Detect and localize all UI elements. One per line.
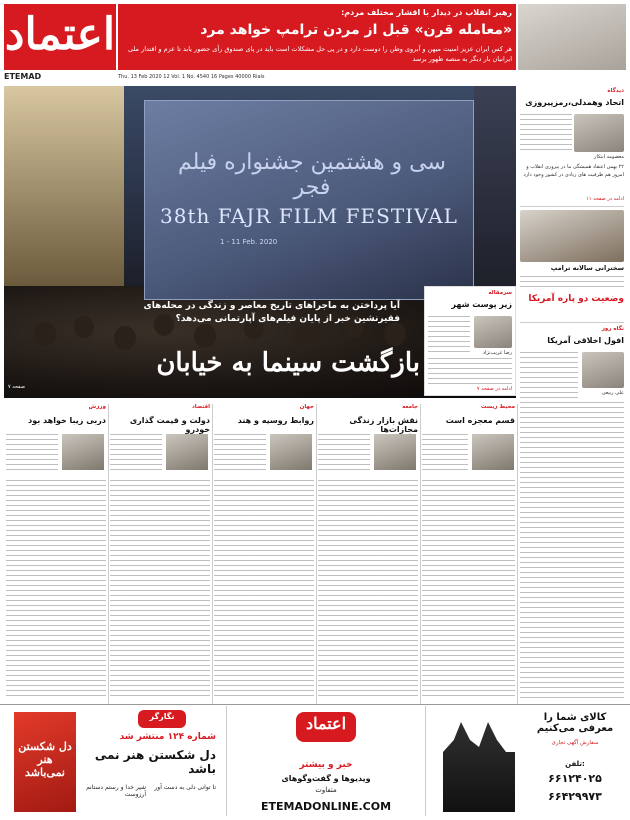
building-left	[4, 86, 124, 286]
ad-line: خبر و بیشتر	[299, 760, 353, 770]
logo: اعتماد	[4, 9, 116, 60]
bottom-column-section: ورزش	[88, 404, 106, 410]
divider	[520, 206, 624, 207]
bottom-column	[6, 404, 106, 704]
festival-title: 38th FAJR FILM FESTIVAL	[160, 204, 458, 228]
editorial-author: رضا غریب‌نژاد	[482, 350, 512, 356]
ad-divider	[0, 704, 630, 705]
ad-url[interactable]: ETEMADONLINE.COM	[260, 800, 392, 813]
bottom-column-text	[422, 480, 515, 700]
editorial-title[interactable]: زیر پوست شهر	[451, 300, 512, 309]
divider	[316, 404, 317, 704]
right-col-head-3[interactable]: افول اخلاقی آمریکا	[547, 336, 624, 345]
bottom-column-title[interactable]: دربی زیبا خواهد بود	[28, 416, 106, 425]
right-col-tag: دیدگاه	[607, 88, 624, 94]
right-col-author-3: علی ربیعی	[601, 390, 624, 396]
divider	[420, 404, 421, 704]
bottom-column-photo	[374, 434, 416, 470]
right-col-author-photo	[574, 114, 624, 152]
ad-tel-label: تلفن:	[565, 760, 585, 768]
festival-poster	[144, 100, 474, 300]
bottom-column-photo	[472, 434, 514, 470]
ad-book-title: دل شکستن هنر نمی‌باشد	[18, 740, 72, 779]
ad-line: متفاوت	[315, 786, 337, 794]
festival-persian-title: سی و هشتمین جشنواره فیلم فجر	[178, 150, 446, 200]
bottom-column-text	[214, 434, 266, 474]
editorial-text	[428, 316, 470, 356]
issue-meta-line: Thu. 13 Feb 2020 12 Vol. 1 No. 4540 16 Pages 40000 Rials	[118, 74, 265, 80]
bottom-column-title[interactable]: نقش بازار زندگی مجازات‌ها	[349, 416, 418, 434]
ad-issue: شماره ۱۲۴ منتشر شد	[119, 732, 216, 742]
right-col-text	[520, 352, 578, 398]
bottom-column	[318, 404, 418, 704]
top-headline-body: هر کس ایران عزیز امنیت میهن و آبروی وطن را دوست دارد و در پی حل مشکلات است باید در پای صندوق رأی حضور یابد تا عزم و اقتدار ملی ایرانیان بار دیگر به منصه ظهور برسد	[127, 45, 512, 63]
ad-headline: دل شکستن هنر نمی باشد	[94, 748, 216, 776]
bottom-column-text	[318, 480, 418, 700]
right-col-sub-2: وضعیت دو پاره آمریکا	[528, 294, 624, 304]
bottom-column-photo	[62, 434, 104, 470]
right-col-head[interactable]: اتحاد وهمدلی،رمزپیروزی	[525, 98, 624, 107]
festival-dates: 1 - 11 Feb. 2020	[220, 238, 278, 246]
bottom-column-photo	[166, 434, 208, 470]
crowd-head	[194, 324, 216, 348]
editorial-tag: سرمقاله	[488, 290, 512, 296]
editorial-text	[428, 358, 512, 384]
bottom-column-section: اقتصاد	[191, 404, 210, 410]
editorial-author-photo	[474, 316, 512, 348]
ad-tel[interactable]: ۶۶۱۲۴۰۲۵	[548, 772, 602, 785]
bottom-column-section: محیط زیست	[480, 404, 515, 410]
ad-brand: نگارگر	[149, 712, 175, 721]
ad-tel[interactable]: ۶۶۴۲۹۹۷۳	[548, 790, 602, 803]
main-story-subheadline: آیا پرداختن به ماجراهای تاریخ معاصر و زندگی در محله‌های فقیرنشین خبر از پایان فیلم‌های آپارتمانی می‌دهد؟	[143, 301, 400, 324]
bottom-column-section: جهان	[299, 404, 314, 410]
logo-sub: ETEMAD	[4, 72, 42, 81]
right-col-long-text	[520, 402, 624, 702]
right-col-text	[520, 114, 572, 154]
trump-photo	[520, 210, 624, 262]
top-headline-main: «معامله قرن» قبل از مردن ترامپ خواهد مرد	[200, 22, 512, 38]
bottom-column-text	[214, 480, 314, 700]
crowd-head	[114, 326, 136, 350]
ad-subline: شیر خدا و رستم دستانم آرزوست	[86, 784, 146, 798]
top-headline-kicker: رهبر انقلاب در دیدار با اقشار مختلف مردم:	[341, 8, 512, 17]
divider	[517, 404, 518, 704]
ad-etemad-logo: اعتماد	[305, 714, 347, 733]
right-col-author: معصومه ابتکار	[594, 154, 624, 160]
bottom-column-text	[6, 434, 58, 474]
ad-title: کالای شما را معرفی می‌کنیم	[536, 712, 614, 734]
bottom-column-title[interactable]: روابط روسیه و هند	[237, 416, 314, 425]
editorial-continue-link[interactable]: ادامه در صفحه ۷	[476, 386, 512, 392]
bottom-column-text	[110, 480, 210, 700]
main-story-title[interactable]: بازگشت سینما به خیابان	[156, 348, 420, 378]
bottom-column	[422, 404, 515, 704]
bottom-column-text	[318, 434, 370, 474]
bottom-column-text	[6, 480, 106, 700]
ad-sub: سفارش آگهی تجاری	[551, 740, 599, 746]
main-story-page-ref: صفحه ۷	[8, 384, 25, 390]
right-col-text	[520, 276, 624, 290]
crowd-head	[34, 322, 56, 346]
right-col-author-3-photo	[582, 352, 624, 388]
bottom-column-photo	[270, 434, 312, 470]
bottom-column	[110, 404, 210, 704]
bottom-column-title[interactable]: قسم معجزه است	[445, 416, 515, 425]
divider	[212, 404, 213, 704]
top-headline-photo	[518, 4, 626, 70]
divider	[520, 322, 624, 323]
divider	[108, 404, 109, 704]
building-right	[474, 86, 516, 316]
bottom-column-section: جامعه	[402, 404, 418, 410]
right-col-text: ۲۲ بهمن اعتقاد همیشگی ما در پیروزی انقلاب و امروز هم ظرفیت های زیادی در کشور وجود دارد	[523, 164, 624, 178]
crowd-head	[74, 316, 94, 338]
right-col-continue-link[interactable]: ادامه در صفحه ۱۱	[586, 196, 624, 202]
right-col-head-2[interactable]: سخنرانی سالانه ترامپ	[550, 264, 624, 272]
ad-line: ویدیوها و گفت‌وگوهای	[281, 774, 371, 783]
bottom-column-text	[422, 434, 468, 474]
bottom-column	[214, 404, 314, 704]
bottom-column-title[interactable]: دولت و قیمت گذاری خودرو	[129, 416, 210, 434]
crowd-head	[294, 326, 316, 350]
bottom-column-text	[110, 434, 162, 474]
right-col-tag-3: نگاه روز	[601, 326, 624, 332]
ad-subline: تا توانی دلی به دست آور	[154, 784, 216, 791]
